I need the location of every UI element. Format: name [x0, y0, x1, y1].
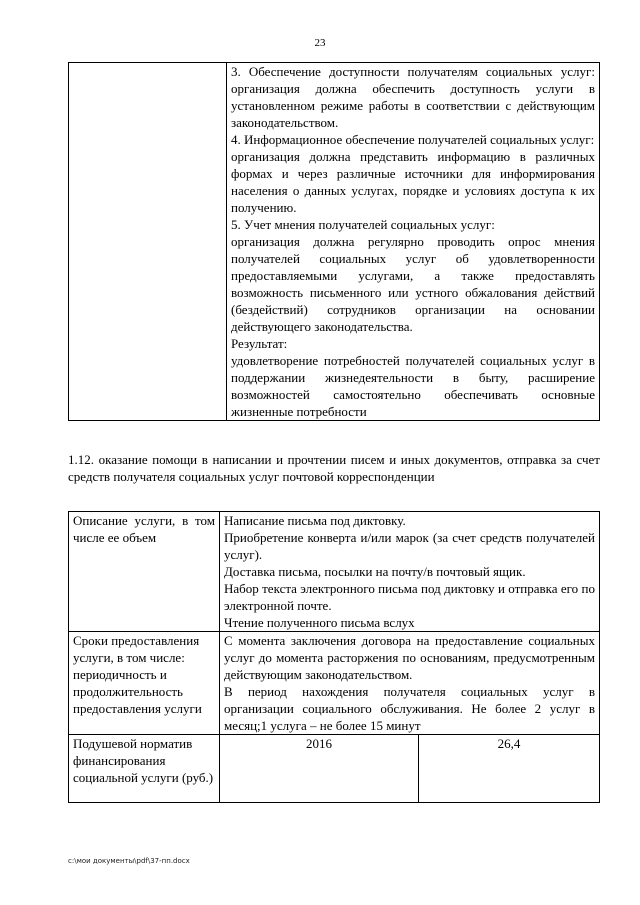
paragraph-result-body: удовлетворение потребностей получателей социальных услуг в поддержании жизнедеятельности в быту, расширение возможностей самостоятельно обеспечивать основные жизненные потребности	[231, 353, 595, 419]
service-description-table	[68, 511, 600, 803]
paragraph-accessibility: 3. Обеспечение доступности получателям социальных услуг: организация должна обеспечить доступность услуги в установленном режиме работы в соответствии с действующим законодательством.	[231, 64, 595, 130]
row-value-description: Написание письма под диктовку. Приобретение конверта и/или марок (за счет средств получателей услуг). Доставка письма, посылки на почту/в почтовый ящик. Набор текста электронного письма под диктовку и отправка его по электронной почте. Чтение полученного письма вслух	[220, 512, 600, 632]
paragraph-result-title: Результат:	[231, 336, 288, 351]
page-number: 23	[314, 37, 326, 49]
table-row	[69, 512, 600, 632]
funding-year: 2016	[220, 735, 419, 803]
paragraph-feedback-title: 5. Учет мнения получателей социальных услуг:	[231, 217, 495, 232]
section-heading: 1.12. оказание помощи в написании и прочтении писем и иных документов, отправка за счет средств получателя социальных услуг почтовой корреспонденции	[68, 452, 600, 484]
funding-value: 26,4	[419, 735, 600, 803]
paragraph-information-body: организация должна представить информацию в различных формах и через различные источники для информирования населения о данных услугах, порядке и условиях доступа к их получению.	[231, 149, 595, 215]
row-label-funding: Подушевой норматив финансирования социальной услуги (руб.)	[69, 735, 220, 803]
table-row	[69, 632, 600, 735]
paragraph-feedback-body: организация должна регулярно проводить опрос мнения получателей социальных услуг об удовлетворенности предоставляемыми услугами, а также предоставлять возможность письменного или устного обжалования действий (бездействий) сотрудников организации на основании действующего законодательства.	[231, 234, 595, 334]
row-label-description: Описание услуги, в том числе ее объем	[69, 512, 220, 632]
row-label-terms: Сроки предоставления услуги, в том числе: периодичность и продолжительность предоставления услуги	[69, 632, 220, 735]
paragraph-information-title: 4. Информационное обеспечение получателей социальных услуг:	[231, 132, 595, 147]
table-row	[69, 735, 600, 803]
standards-text-cell	[227, 63, 600, 421]
service-standards-table-continued	[68, 62, 600, 421]
row-value-terms: С момента заключения договора на предоставление социальных услуг до момента расторжения по основаниям, предусмотренным действующим законодательством. В период нахождения получателя социальных услуг в организации социального обслуживания. Не более 2 услуг в месяц;1 услуга – не более 15 минут	[220, 632, 600, 735]
empty-label-cell	[69, 63, 227, 421]
footer-file-path: c:\мои документы\pdf\37-пп.docx	[68, 857, 190, 865]
